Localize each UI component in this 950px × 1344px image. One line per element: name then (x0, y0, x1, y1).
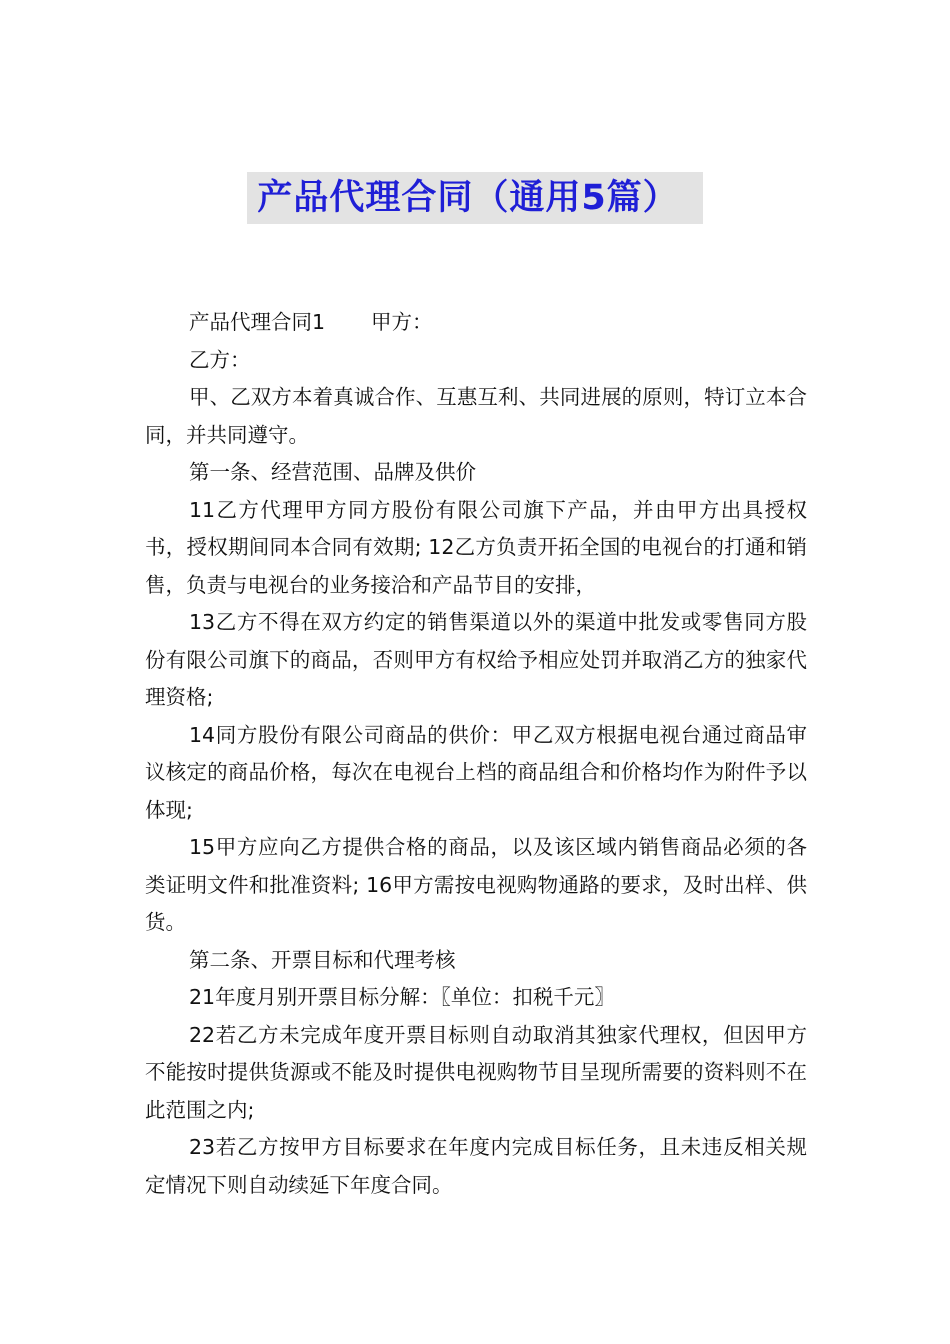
clause-13: 13乙方不得在双方约定的销售渠道以外的渠道中批发或零售同方股份有限公司旗下的商品，否则甲方有权给予相应处罚并取消乙方的独家代理资格; (145, 610, 807, 709)
contract-number-label: 产品代理合同1 (189, 310, 326, 334)
clause-14: 14同方股份有限公司商品的供价：甲乙双方根据电视台通过商品审议核定的商品价格，每次在电视台上档的商品组合和价格均作为附件予以体现; (145, 722, 807, 822)
clause-22: 22若乙方未完成年度开票目标则自动取消其独家代理权，但因甲方不能按时提供货源或不能及时提供电视购物节目呈现所需要的资料则不在此范围之内; (145, 1022, 807, 1122)
clause-11-12: 11乙方代理甲方同方股份有限公司旗下产品，并由甲方出具授权书，授权期间同本合同有效期; 12乙方负责开拓全国的电视台的打通和销售，负责与电视台的业务接洽和产品节目的安排， (145, 497, 807, 597)
paragraph-party-b: 乙方： (189, 347, 251, 372)
paragraph-contract-heading (145, 304, 807, 342)
party-a-label: 甲方： (371, 310, 433, 334)
document-title: 产品代理合同（通用5篇） (247, 172, 702, 224)
title-wrapper (0, 172, 950, 224)
document-body (145, 304, 807, 1204)
article-heading-1: 第一条、经营范围、品牌及供价 (189, 460, 476, 484)
article-heading-2: 第二条、开票目标和代理考核 (189, 947, 456, 972)
clause-15-16: 15甲方应向乙方提供合格的商品，以及该区域内销售商品必须的各类证明文件和批准资料; 16甲方需按电视购物通路的要求，及时出样、供货。 (145, 835, 807, 934)
clause-23: 23若乙方按甲方目标要求在年度内完成目标任务，且未违反相关规定情况下则自动续延下年度合同。 (145, 1135, 807, 1197)
paragraph-preamble: 甲、乙双方本着真诚合作、互惠互利、共同进展的原则，特订立本合同，并共同遵守。 (145, 385, 807, 447)
clause-21: 21年度月别开票目标分解：〖单位：扣税千元〗 (189, 985, 615, 1009)
